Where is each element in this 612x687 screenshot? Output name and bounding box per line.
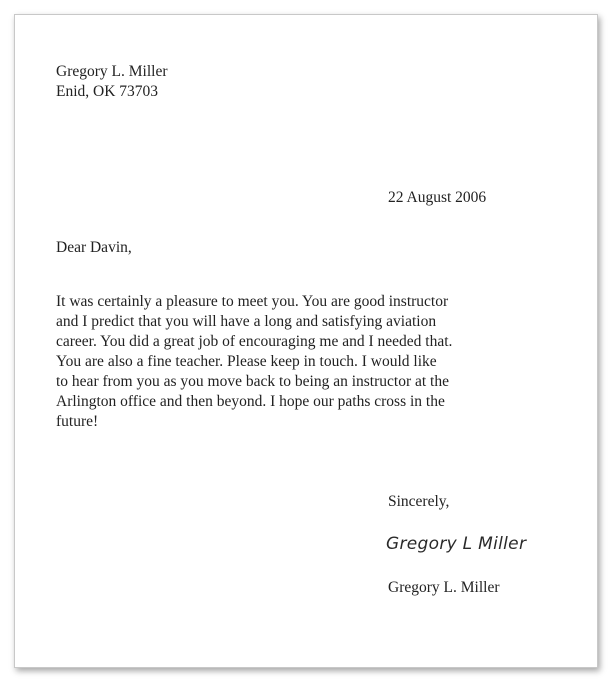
sender-block <box>56 62 167 102</box>
body-line: Arlington office and then beyond. I hope our paths cross in the <box>56 393 445 410</box>
sender-address: Enid, OK 73703 <box>56 83 159 100</box>
body-line: career. You did a great job of encouraging me and I needed that. <box>56 333 453 350</box>
greeting: Dear Davin, <box>56 239 132 256</box>
body-line: It was certainly a pleasure to meet you. You are good instructor <box>56 293 449 310</box>
body-line: future! <box>56 413 99 430</box>
closing: Sincerely, <box>388 493 450 510</box>
printed-name: Gregory L. Miller <box>388 579 500 596</box>
body-line: and I predict that you will have a long and satisfying aviation <box>56 313 437 330</box>
handwritten-signature: Gregory L Miller <box>386 534 527 554</box>
body-line: You are also a fine teacher. Please keep in touch. I would like <box>56 353 437 370</box>
letter-date: 22 August 2006 <box>388 189 487 206</box>
sender-name: Gregory L. Miller <box>56 63 168 80</box>
letter-body <box>56 292 526 432</box>
body-line: to hear from you as you move back to being an instructor at the <box>56 373 449 390</box>
